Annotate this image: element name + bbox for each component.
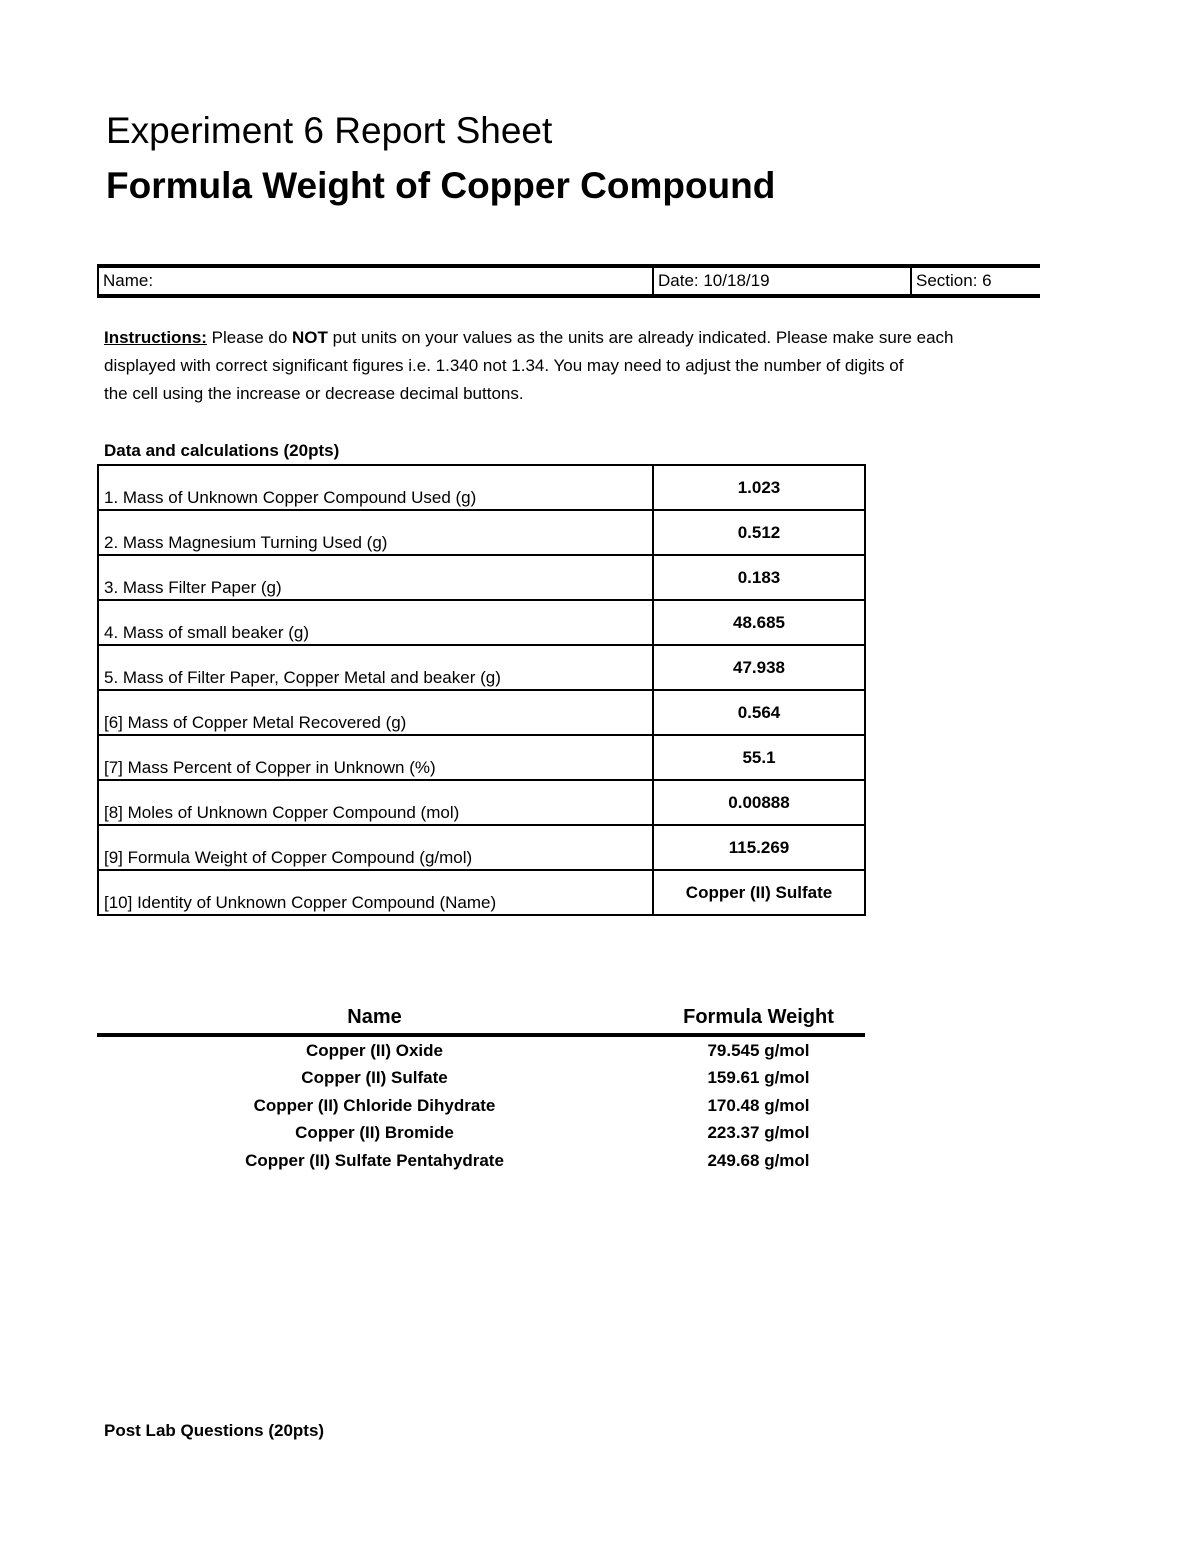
row-label: [10] Identity of Unknown Copper Compound (Name) xyxy=(98,870,653,915)
section-field[interactable]: Section: 6 xyxy=(910,268,1040,294)
row-value[interactable]: 55.1 xyxy=(653,735,865,780)
instructions-line-1 xyxy=(104,324,1038,352)
row-value[interactable]: 0.00888 xyxy=(653,780,865,825)
table-row xyxy=(98,825,865,870)
reference-header-row xyxy=(97,1003,865,1035)
compound-formula-weight: 223.37 g/mol xyxy=(707,1123,810,1143)
row-label: 1. Mass of Unknown Copper Compound Used (g) xyxy=(98,465,653,510)
row-value[interactable]: 1.023 xyxy=(653,465,865,510)
formula-weight-reference-table xyxy=(97,1003,865,1175)
instructions-line-3: the cell using the increase or decrease decimal buttons. xyxy=(104,384,524,403)
row-label: 4. Mass of small beaker (g) xyxy=(98,600,653,645)
date-field[interactable]: Date: 10/18/19 xyxy=(652,268,910,294)
table-row xyxy=(98,555,865,600)
compound-name: Copper (II) Sulfate Pentahydrate xyxy=(245,1150,504,1170)
post-lab-label: Post Lab Questions (20pts) xyxy=(104,1421,325,1440)
data-table xyxy=(97,464,866,916)
instructions-text-a: Please do xyxy=(206,328,293,347)
row-value[interactable]: 115.269 xyxy=(653,825,865,870)
compound-formula-weight: 159.61 g/mol xyxy=(707,1068,810,1088)
row-label: 5. Mass of Filter Paper, Copper Metal and beaker (g) xyxy=(98,645,653,690)
table-row xyxy=(98,510,865,555)
row-value[interactable]: 0.512 xyxy=(653,510,865,555)
row-value[interactable]: 47.938 xyxy=(653,645,865,690)
compound-formula-weight: 79.545 g/mol xyxy=(707,1040,810,1060)
row-label: 3. Mass Filter Paper (g) xyxy=(98,555,653,600)
name-column-header: Name xyxy=(97,1003,652,1035)
instructions-label: Instructions: xyxy=(104,328,207,347)
compound-name: Copper (II) Bromide xyxy=(295,1123,454,1143)
table-row xyxy=(98,600,865,645)
name-field[interactable]: Name: xyxy=(103,271,154,290)
compound-formula-weight: 170.48 g/mol xyxy=(707,1095,810,1115)
page-subtitle: Formula Weight of Copper Compound xyxy=(106,165,776,206)
table-row xyxy=(98,465,865,510)
compound-name: Copper (II) Sulfate xyxy=(301,1068,448,1088)
row-value[interactable]: Copper (II) Sulfate xyxy=(653,870,865,915)
table-row xyxy=(97,1035,865,1065)
table-row xyxy=(98,780,865,825)
student-info-bar xyxy=(97,264,1040,298)
formula-weight-column-header: Formula Weight xyxy=(652,1003,865,1035)
table-row xyxy=(98,735,865,780)
compound-formula-weight: 249.68 g/mol xyxy=(707,1150,810,1170)
instructions-block xyxy=(104,324,1038,408)
row-label: [7] Mass Percent of Copper in Unknown (%) xyxy=(98,735,653,780)
row-value[interactable]: 0.183 xyxy=(653,555,865,600)
row-label: [9] Formula Weight of Copper Compound (g/mol) xyxy=(98,825,653,870)
row-label: [8] Moles of Unknown Copper Compound (mol) xyxy=(98,780,653,825)
row-value[interactable]: 48.685 xyxy=(653,600,865,645)
compound-name: Copper (II) Chloride Dihydrate xyxy=(253,1095,496,1115)
page-title: Experiment 6 Report Sheet xyxy=(106,110,553,151)
row-label: 2. Mass Magnesium Turning Used (g) xyxy=(98,510,653,555)
row-label: [6] Mass of Copper Metal Recovered (g) xyxy=(98,690,653,735)
table-row xyxy=(97,1065,865,1093)
table-row xyxy=(98,870,865,915)
table-row xyxy=(98,645,865,690)
row-value[interactable]: 0.564 xyxy=(653,690,865,735)
table-row xyxy=(98,690,865,735)
instructions-emphasis: NOT xyxy=(292,328,328,347)
instructions-line-2: displayed with correct significant figures i.e. 1.340 not 1.34. You may need to adjust the number of digits of xyxy=(104,356,904,375)
table-row xyxy=(97,1120,865,1148)
instructions-text-b: put units on your values as the units are already indicated. Please make sure each xyxy=(327,328,954,347)
table-row xyxy=(97,1092,865,1120)
table-row xyxy=(97,1147,865,1175)
data-section-label: Data and calculations (20pts) xyxy=(104,441,340,460)
compound-name: Copper (II) Oxide xyxy=(306,1040,443,1060)
